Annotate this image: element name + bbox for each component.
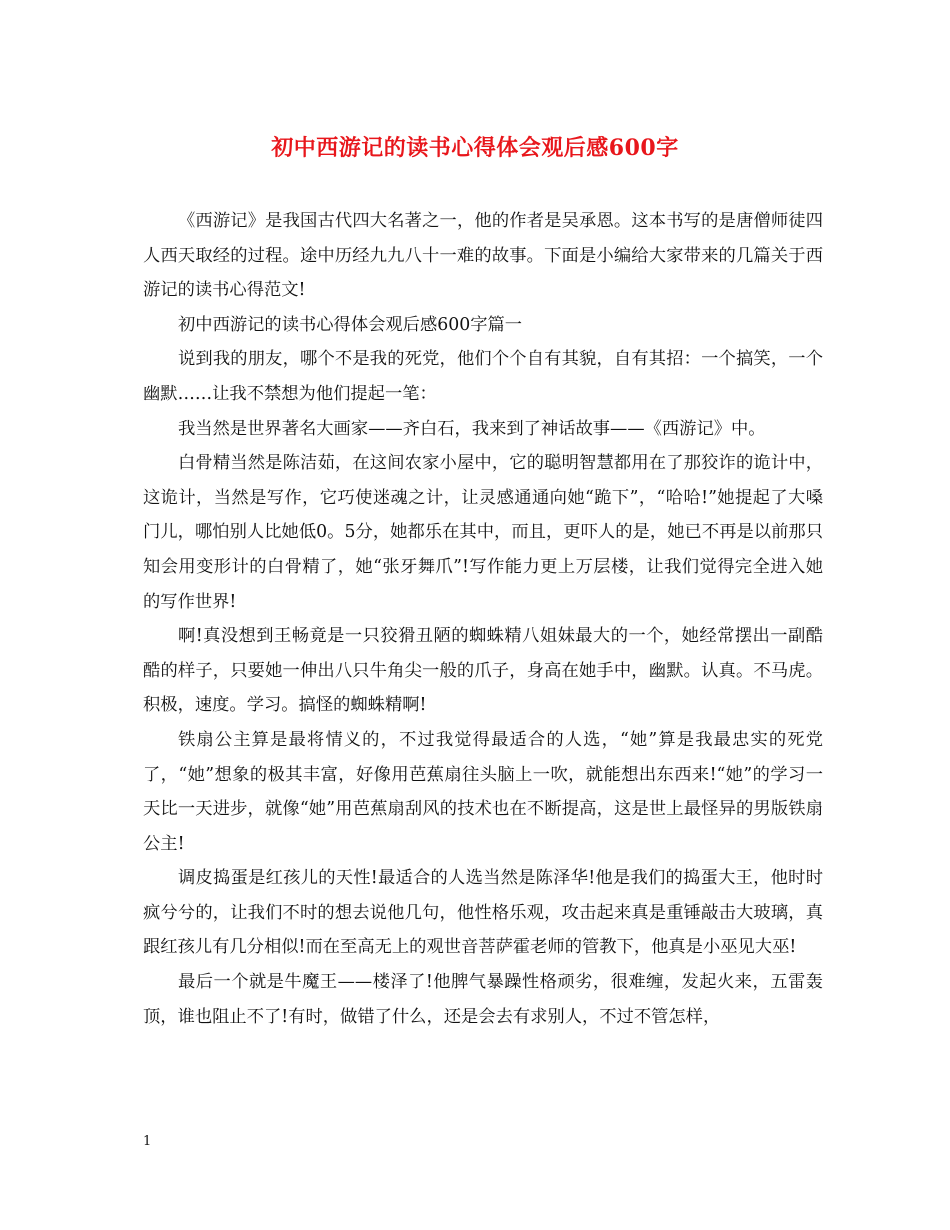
document-title: 初中西游记的读书心得体会观后感600字 <box>271 135 679 161</box>
paragraph: 说到我的朋友，哪个不是我的死党，他们个个自有其貌，自有其招：一个搞笑，一个幽默……让我不禁想为他们提起一笔： <box>143 349 823 404</box>
page-number: 1 <box>143 1134 152 1149</box>
paragraph: 调皮捣蛋是红孩儿的天性!最适合的人选当然是陈泽华!他是我们的捣蛋大王，他时时疯兮兮的，让我们不时的想去说他几句，他性格乐观，攻击起来真是重锤敲击大玻璃，真跟红孩儿有几分相似!而在至高无上的观世音菩萨霍老师的管教下，他真是小巫见大巫! <box>143 868 823 958</box>
paragraph: 《西游记》是我国古代四大名著之一，他的作者是吴承恩。这本书写的是唐僧师徒四人西天取经的过程。途中历经九九八十一难的故事。下面是小编给大家带来的几篇关于西游记的读书心得范文! <box>143 211 823 301</box>
section-heading: 初中西游记的读书心得体会观后感600字篇一 <box>178 314 523 335</box>
paragraph: 铁扇公主算是最将情义的，不过我觉得最适合的人选，“她”算是我最忠实的死党了，“她”想象的极其丰富，好像用芭蕉扇往头脑上一吹，就能想出东西来!“她”的学习一天比一天进步，就像“她”用芭蕉扇刮风的技术也在不断提高，这是世上最怪异的男版铁扇公主! <box>143 729 823 854</box>
paragraph: 最后一个就是牛魔王——楼泽了!他脾气暴躁性格顽劣，很难缠，发起火来，五雷轰顶，谁也阻止不了!有时，做错了什么，还是会去有求别人，不过不管怎样， <box>143 972 823 1027</box>
paragraph: 我当然是世界著名大画家——齐白石，我来到了神话故事——《西游记》中。 <box>178 418 766 439</box>
paragraph: 啊!真没想到王畅竟是一只狡猾丑陋的蜘蛛精八姐妹最大的一个，她经常摆出一副酷酷的样子，只要她一伸出八只牛角尖一般的爪子，身高在她手中，幽默。认真。不马虎。积极，速度。学习。搞怪的蜘蛛精啊! <box>143 626 823 716</box>
paragraph: 白骨精当然是陈洁茹，在这间农家小屋中，它的聪明智慧都用在了那狡诈的诡计中，这诡计，当然是写作，它巧使迷魂之计，让灵感通通向她“跪下”，“哈哈!”她提起了大嗓门儿，哪怕别人比她低0。5分，她都乐在其中，而且，更吓人的是，她已不再是以前那只知会用变形计的白骨精了，她“张牙舞爪”!写作能力更上万层楼，让我们觉得完全进入她的写作世界! <box>143 453 823 612</box>
document-body <box>143 204 823 1034</box>
